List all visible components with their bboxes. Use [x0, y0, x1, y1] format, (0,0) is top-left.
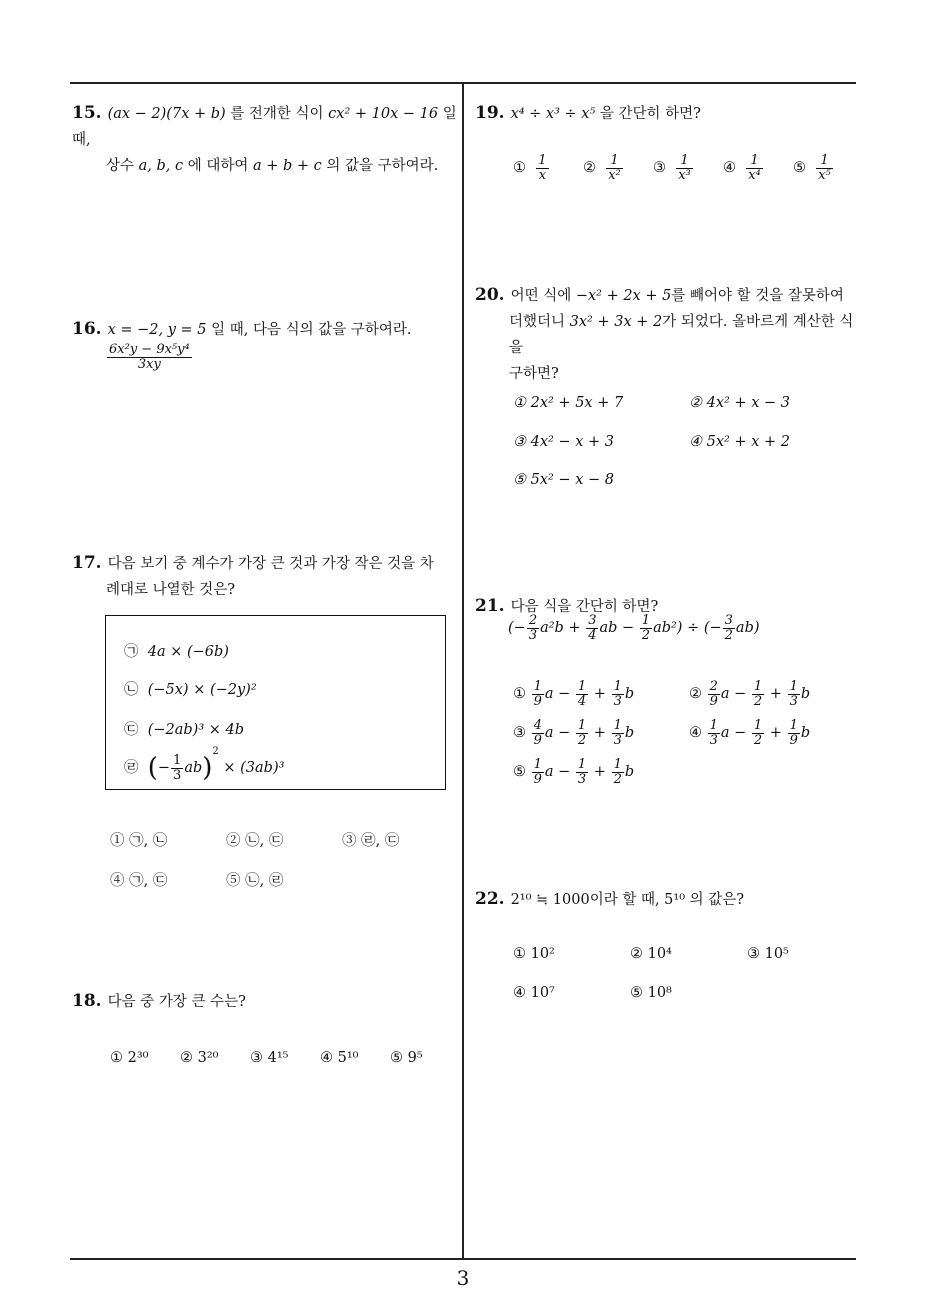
question-15	[72, 100, 458, 179]
question-number: 17.	[72, 553, 102, 573]
choice-4[interactable]: ④ 10⁷	[513, 985, 555, 1001]
question-text: 이라 할 때,	[589, 892, 665, 908]
question-text: 어떤 식에	[510, 288, 576, 304]
question-text: 를 빼어야 할 것을 잘못하여	[671, 288, 844, 304]
math-expression: (ax − 2)(7x + b)	[107, 106, 226, 122]
question-text: 가 되었다. 올바르게 계산한 식을	[509, 314, 854, 356]
question-22	[475, 886, 860, 913]
choice-5[interactable]: ⑤ 5x² − x − 8	[513, 472, 614, 488]
example-item-a: ㉠ 4a × (−6b)	[124, 644, 229, 660]
question-text: 을 간단히 하면?	[595, 106, 701, 122]
question-text: 례대로 나열한 것은?	[106, 582, 236, 598]
question-number: 15.	[72, 103, 102, 123]
choice-5[interactable]: ⑤ $\frac{1}{9}$ a − $\frac{1}{3}$ + $\frac{1}{2}$ b	[513, 757, 635, 787]
question-text: 일 때,	[72, 106, 457, 148]
math-expression: x⁴ ÷ x³ ÷ x⁵	[510, 106, 596, 122]
math-expression: (− $\frac{2}{3}$ a²b + $\frac{3}{4}$ ab − $\frac{1}{2}$ ab²) ÷ (− $\frac{3}{2}$ ab)	[508, 613, 760, 643]
question-number: 18.	[72, 991, 102, 1011]
question-number: 19.	[475, 103, 505, 123]
choice-2[interactable]: ② 4x² + x − 3	[689, 395, 790, 411]
choice-1[interactable]: ① $\frac{1}{x}$	[513, 153, 547, 183]
choice-4[interactable]: ④ $\frac{1}{\text{x⁴}}$	[723, 153, 761, 183]
math-expression: a + b + c	[252, 158, 322, 174]
choice-1[interactable]: ① $\frac{1}{9}$ a − $\frac{1}{4}$ + $\frac{1}{3}$ b	[513, 679, 635, 709]
page-number: 3	[456, 1266, 470, 1290]
choice-5[interactable]: ⑤ $\frac{1}{\text{x⁵}}$	[793, 153, 831, 183]
math-expression: 5¹⁰	[664, 892, 686, 908]
fraction-expression: $\frac{\text{6x²y − 9x⁵y⁴}}{3xy}$	[109, 342, 190, 372]
choice-2[interactable]: ② 3²⁰	[180, 1050, 219, 1066]
choice-4[interactable]: ④ ㉠, ㉢	[110, 873, 168, 889]
question-17	[72, 550, 458, 603]
example-item-d: ㉣ (− $\frac{1}{3}$ ab)$^2$ × (3ab)³	[124, 746, 285, 783]
question-number: 22.	[475, 889, 505, 909]
example-box	[105, 615, 446, 790]
question-text: 구하면?	[509, 366, 559, 382]
question-18	[72, 988, 458, 1015]
choice-4[interactable]: ④ $\frac{1}{3}$ a − $\frac{1}{2}$ + $\frac{1}{9}$ b	[689, 718, 811, 748]
math-expression: −x² + 2x + 5	[575, 288, 672, 304]
question-20	[475, 282, 860, 387]
question-text: 상수	[106, 158, 139, 174]
choice-1[interactable]: ① 2³⁰	[110, 1050, 149, 1066]
example-item-c: ㉢ (−2ab)³ × 4b	[124, 722, 245, 738]
choice-2[interactable]: ② $\frac{1}{\text{x²}}$	[583, 153, 621, 183]
question-text: 다음 보기 중 계수가 가장 큰 것과 가장 작은 것을 차	[107, 556, 434, 572]
example-item-b: ㉡ (−5x) × (−2y)²	[124, 682, 257, 698]
choice-4[interactable]: ④ 5¹⁰	[320, 1050, 359, 1066]
question-text: 에 대하여	[183, 158, 253, 174]
math-expression: a, b, c	[138, 158, 184, 174]
choice-2[interactable]: ② ㉡, ㉢	[226, 833, 284, 849]
math-expression: 2¹⁰ ≒ 1000	[510, 892, 590, 908]
choice-5[interactable]: ⑤ 9⁵	[390, 1050, 423, 1066]
bottom-rule	[70, 1258, 856, 1260]
math-expression: x = −2, y = 5	[107, 322, 207, 338]
math-expression: cx² + 10x − 16	[328, 106, 439, 122]
choice-3[interactable]: ③ $\frac{1}{\text{x³}}$	[653, 153, 691, 183]
choice-1[interactable]: ① ㉠, ㉡	[110, 833, 168, 849]
choice-3[interactable]: ③ 4x² − x + 3	[513, 434, 614, 450]
column-divider	[462, 84, 464, 1259]
choice-1[interactable]: ① 10²	[513, 946, 555, 962]
choice-4[interactable]: ④ 5x² + x + 2	[689, 434, 790, 450]
question-19	[475, 100, 860, 127]
question-number: 20.	[475, 285, 505, 305]
choice-3[interactable]: ③ $\frac{4}{9}$ a − $\frac{1}{2}$ + $\frac{1}{3}$ b	[513, 718, 635, 748]
choice-3[interactable]: ③ 4¹⁵	[250, 1050, 289, 1066]
choice-2[interactable]: ② 10⁴	[630, 946, 672, 962]
question-text: 를 전개한 식이	[225, 106, 329, 122]
question-text: 일 때, 다음 식의 값을 구하여라.	[206, 322, 412, 338]
question-number: 16.	[72, 319, 102, 339]
choice-5[interactable]: ⑤ ㉡, ㉣	[226, 873, 284, 889]
math-expression: 3x² + 3x + 2	[569, 314, 663, 330]
question-text: 의 값은?	[685, 892, 745, 908]
question-text: 더했더니	[509, 314, 570, 330]
choice-3[interactable]: ③ 10⁵	[747, 946, 789, 962]
choice-3[interactable]: ③ ㉣, ㉢	[342, 833, 400, 849]
choice-5[interactable]: ⑤ 10⁸	[630, 985, 672, 1001]
question-16	[72, 316, 458, 371]
question-text: 의 값을 구하여라.	[321, 158, 439, 174]
choice-1[interactable]: ① 2x² + 5x + 7	[513, 395, 624, 411]
choice-2[interactable]: ② $\frac{2}{9}$ a − $\frac{1}{2}$ + $\frac{1}{3}$ b	[689, 679, 811, 709]
question-text: 다음 식을 간단히 하면?	[510, 599, 659, 615]
question-text: 다음 중 가장 큰 수는?	[107, 994, 246, 1010]
question-number: 21.	[475, 596, 505, 616]
